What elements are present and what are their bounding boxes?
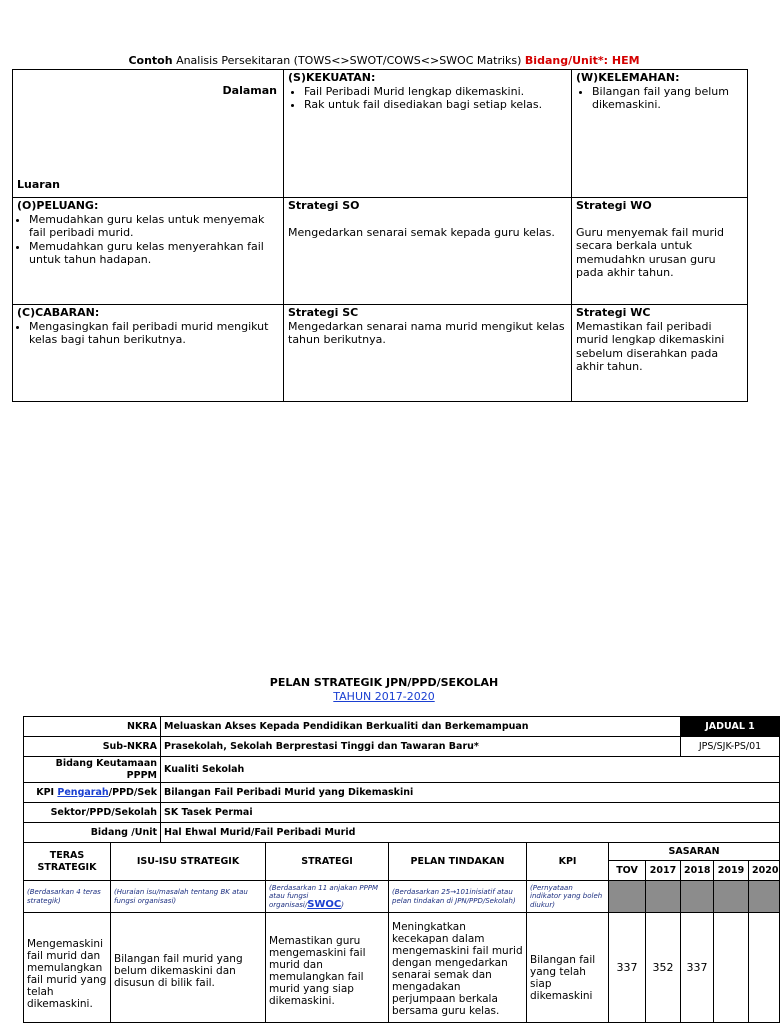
header-2019: 2019 [714,861,749,881]
sc-text: Mengedarkan senarai nama murid mengikut kelas tahun berikutnya. [288,319,565,346]
sc-strategy-cell [284,305,572,402]
teras-cell: Mengemaskini fail murid dan memulangkan fail murid yang telah dikemaskini. [24,913,111,1023]
plan-code: JPS/SJK-PS/01 [681,737,780,757]
note-isu: (Huraian isu/masalah tentang BK atau fungsi organisasi) [111,881,266,913]
target-2018: 337 [681,913,714,1023]
note-strategi-close: ) [341,900,344,909]
bidang-label: Bidang Keutamaan PPPM [24,757,161,783]
luaran-label: Luaran [17,177,60,191]
swoc-link[interactable]: SWOC [307,898,342,910]
subnkra-value: Prasekolah, Sekolah Berprestasi Tinggi dan Tawaran Baru* [161,737,681,757]
opportunity-item: • Memudahkan guru kelas menyerahkan fail untuk tahun hadapan. [29,240,279,267]
nkra-label: NKRA [24,717,161,737]
kpi-label-pre: KPI [36,786,55,798]
wc-header: Strategi WC [576,306,651,319]
grey-cell [681,881,714,913]
grey-cell [714,881,749,913]
title-unit: Bidang/Unit*: HEM [524,54,640,67]
kpi-row-value: Bilangan Fail Peribadi Murid yang Dikemaskini [161,783,780,803]
wo-header: Strategi WO [576,199,652,212]
header-sasaran: SASARAN [609,843,780,861]
strengths-header: (S)KEKUATAN [288,71,371,84]
sektor-label: Sektor/PPD/Sekolah [24,803,161,823]
target-2017: 352 [646,913,681,1023]
strategi-cell: Memastikan guru mengemaskini fail murid dan memulangkan fail murid yang siap dikemaskini. [266,913,389,1023]
note-teras: (Berdasarkan 4 teras strategik) [24,881,111,913]
kpi-row-label [24,783,161,803]
wc-text: Memastikan fail peribadi murid lengkap dikemaskini sebelum diserahkan pada akhir tahun. [576,319,725,373]
weaknesses-header: (W)KELEMAHAN [576,71,676,84]
plan-year-link[interactable]: TAHUN 2017-2020 [333,690,435,703]
grey-cell [646,881,681,913]
header-2017: 2017 [646,861,681,881]
kpi-label-post: /PPD/Sek [108,786,158,798]
corner-cell [13,70,284,198]
unit-value: Hal Ehwal Murid/Fail Peribadi Murid [161,823,780,843]
title-main: Analisis Persekitaran (TOWS<>SWOT/COWS<>SWOC Matriks) [176,54,522,67]
weakness-item: • Bilangan fail yang belum dikemaskini. [592,85,743,112]
strength-item: • Fail Peribadi Murid lengkap dikemaskini. [304,85,567,99]
strength-item: • Rak untuk fail disediakan bagi setiap kelas. [304,98,567,112]
grey-cell [749,881,780,913]
target-2019 [714,913,749,1023]
threats-header: (C)CABARAN [17,306,95,319]
kpi-cell: Bilangan fail yang telah siap dikemaskini [527,913,609,1023]
header-isu: ISU-ISU STRATEGIK [111,843,266,881]
threats-cell: (C)CABARAN: • Mengasingkan fail peribadi murid mengikut kelas bagi tahun berikutnya. [13,305,284,402]
opportunity-item: • Memudahkan guru kelas untuk menyemak fail peribadi murid. [29,213,279,240]
header-teras: TERAS STRATEGIK [24,843,111,881]
note-strategi [266,881,389,913]
dalaman-label: Dalaman [222,84,277,97]
header-2018: 2018 [681,861,714,881]
note-strategi-text: (Berdasarkan 11 anjakan PPPM atau fungsi organisasi/ [269,883,379,909]
swot-title [0,54,768,68]
note-pelan: (Berdasarkan 25→101inisiatif atau pelan tindakan di JPN/PPD/Sekolah) [389,881,527,913]
header-kpi: KPI [527,843,609,881]
strategic-plan-table [23,716,780,1023]
plan-title: PELAN STRATEGIK JPN/PPD/SEKOLAH [269,676,499,689]
so-strategy-cell [284,198,572,305]
title-prefix: Contoh [128,54,173,67]
header-pelan: PELAN TINDAKAN [389,843,527,881]
so-header: Strategi SO [288,199,360,212]
tov-value: 337 [609,913,646,1023]
note-kpi: (Pernyataan indikator yang boleh diukur) [527,881,609,913]
sc-header: Strategi SC [288,306,359,319]
opportunities-cell: (O)PELUANG: • Memudahkan guru kelas untuk menyemak fail peribadi murid. • Memudahkan guru kelas menyerahkan fail untuk tahun hadapan. [13,198,284,305]
bidang-value: Kualiti Sekolah [161,757,780,783]
wo-strategy-cell [572,198,748,305]
opportunities-header: (O)PELUANG [17,199,94,212]
pengarah-link[interactable]: Pengarah [57,786,109,798]
sektor-value: SK Tasek Permai [161,803,780,823]
nkra-value: Meluaskan Akses Kepada Pendidikan Berkualiti dan Berkemampuan [161,717,681,737]
threat-item: • Mengasingkan fail peribadi murid mengikut kelas bagi tahun berikutnya. [29,320,279,347]
jadual-badge: JADUAL 1 [681,717,780,737]
strengths-cell: (S)KEKUATAN: • Fail Peribadi Murid lengkap dikemaskini. • Rak untuk fail disediakan bagi setiap kelas. [284,70,572,198]
isu-cell: Bilangan fail murid yang belum dikemaskini dan disusun di bilik fail. [111,913,266,1023]
tows-matrix [12,69,748,402]
wo-text: Guru menyemak fail murid secara berkala untuk memudahkn urusan guru pada akhir tahun. [576,225,725,279]
unit-label: Bidang /Unit [24,823,161,843]
header-2020: 2020 [749,861,780,881]
header-strategi: STRATEGI [266,843,389,881]
so-text: Mengedarkan senarai semak kepada guru kelas. [288,225,555,239]
weaknesses-cell: (W)KELEMAHAN: • Bilangan fail yang belum dikemaskini. [572,70,748,198]
header-tov: TOV [609,861,646,881]
grey-cell [609,881,646,913]
wc-strategy-cell [572,305,748,402]
target-2020 [749,913,780,1023]
pelan-cell: Meningkatkan kecekapan dalam mengemaskini fail murid dengan mengedarkan senarai semak dan mengadakan perjumpaan berkala bersama guru kelas. [389,913,527,1023]
subnkra-label: Sub-NKRA [24,737,161,757]
